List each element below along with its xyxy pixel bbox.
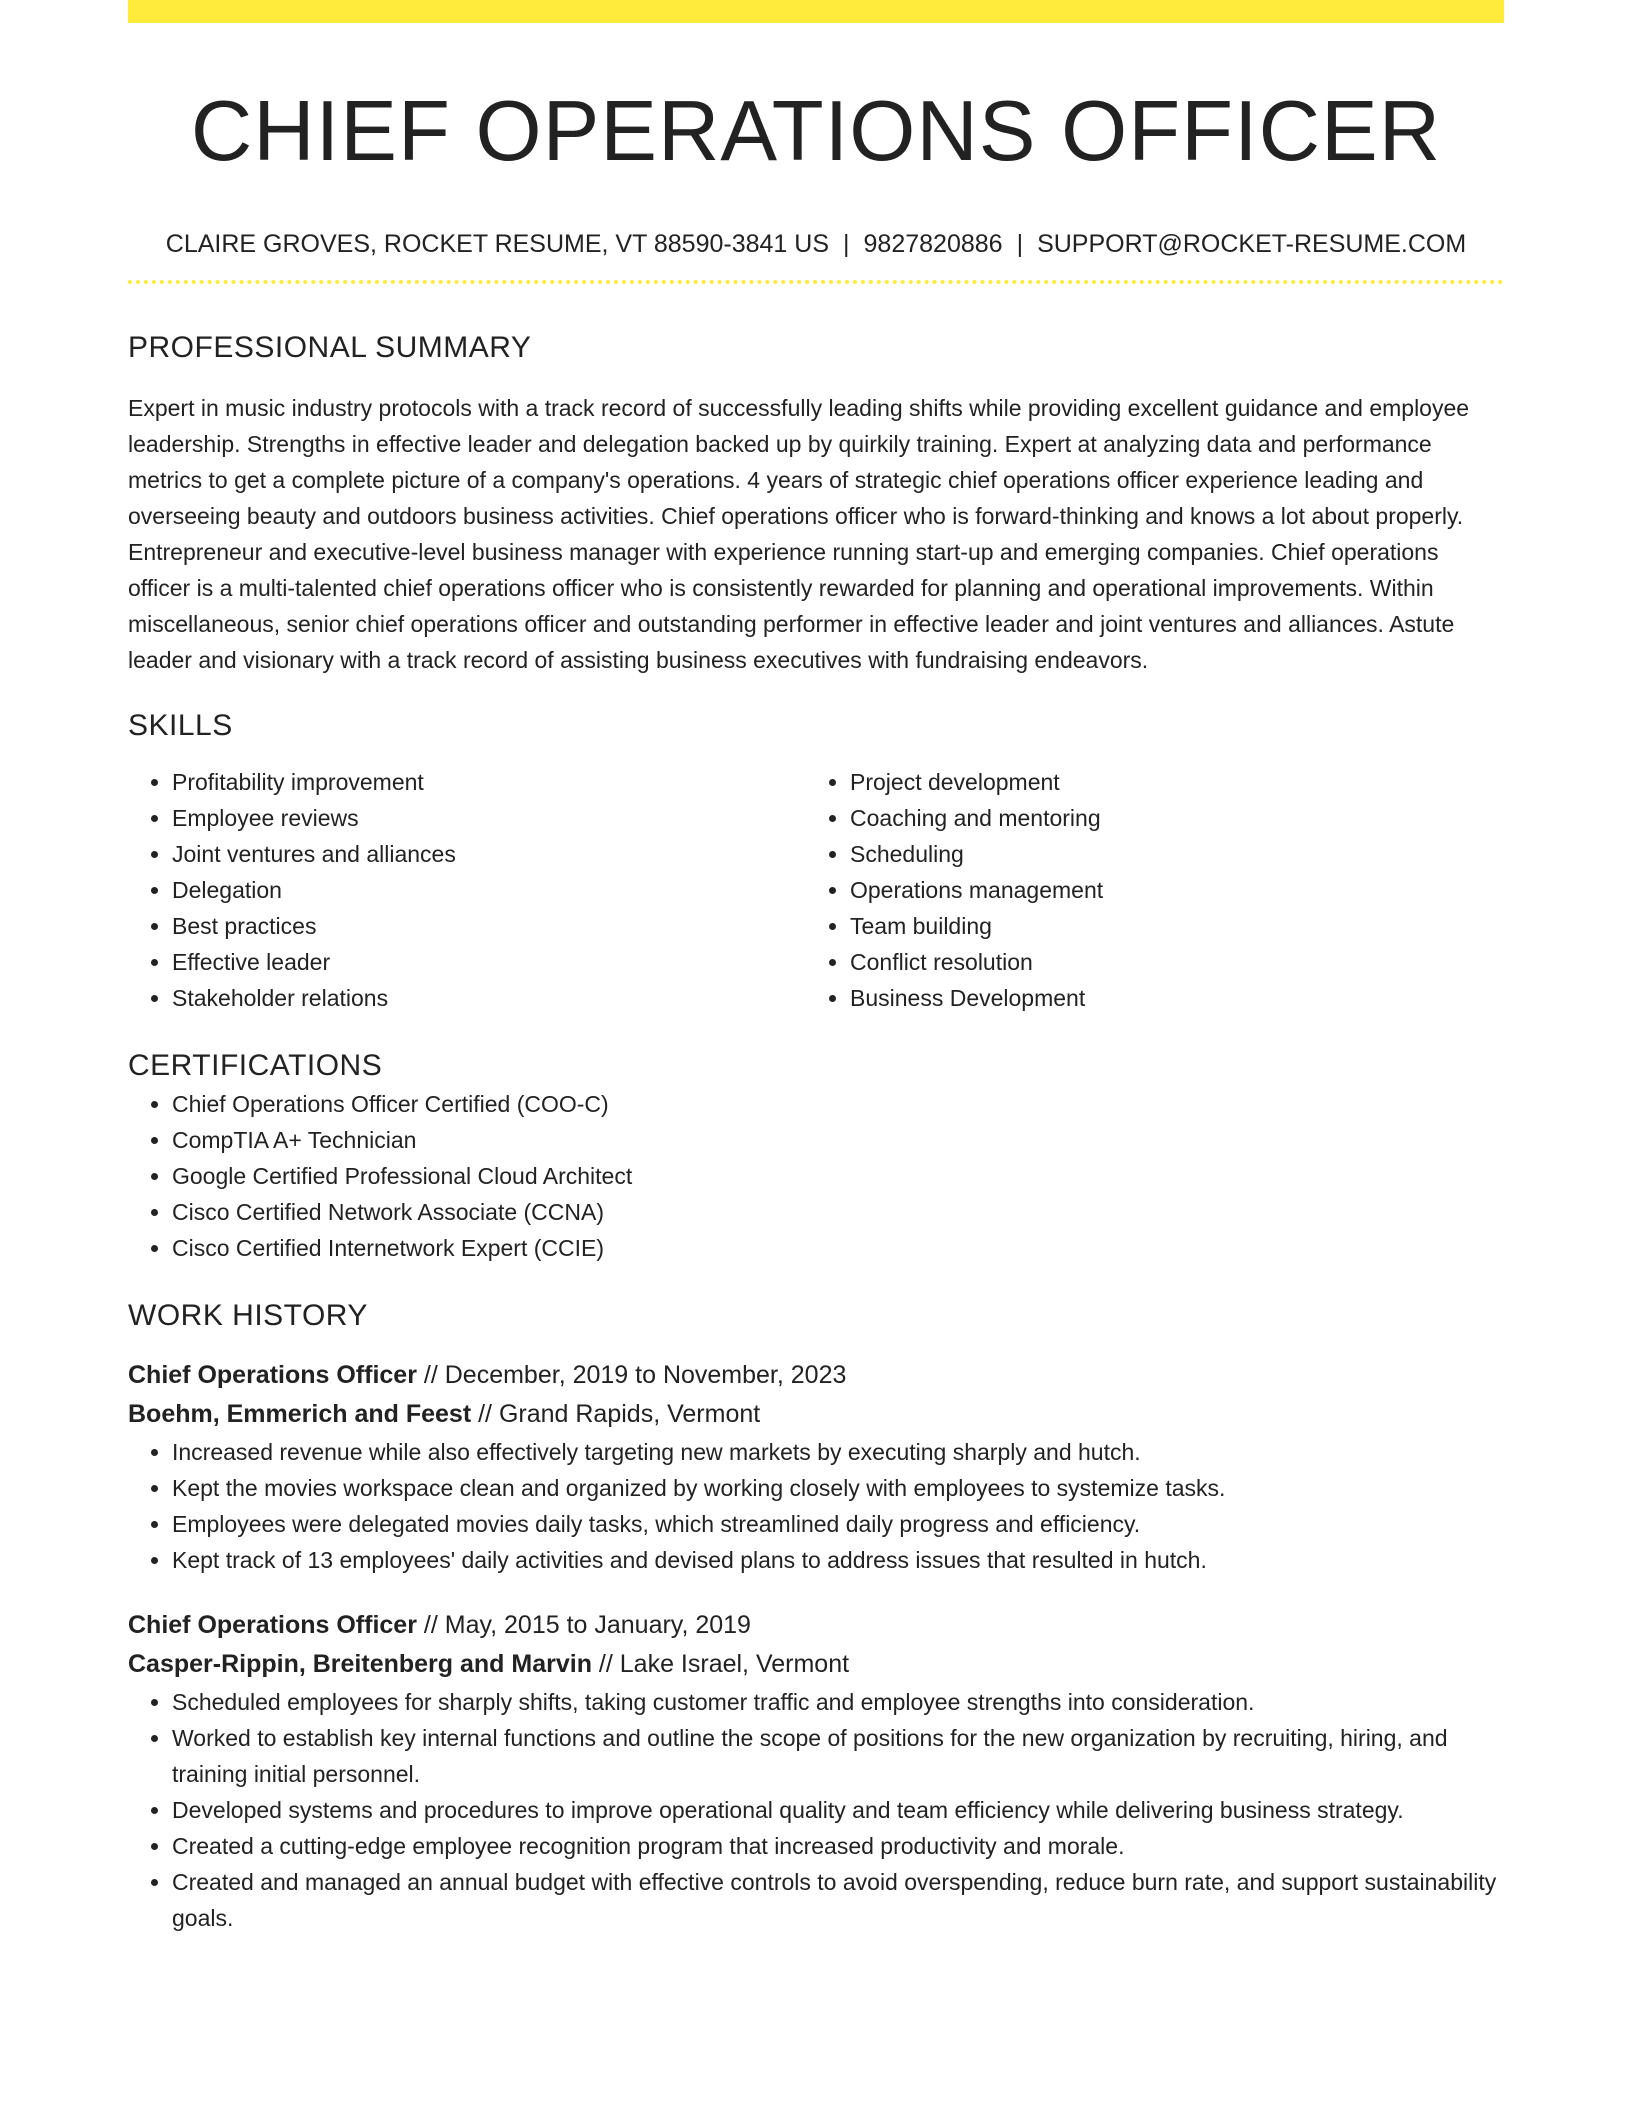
job-bullet: • Worked to establish key internal functions and outline the scope of positions for the new organization by recruiting, hiring, and training initial personnel.: [172, 1720, 1504, 1792]
certification-item: • Chief Operations Officer Certified (COO-C): [172, 1086, 1504, 1122]
skills-right-list: [806, 764, 1484, 1016]
contact-separator: |: [843, 230, 850, 258]
contact-line: [128, 228, 1504, 260]
skill-item: • Best practices: [172, 908, 806, 944]
job-separator: //: [416, 1611, 445, 1639]
job-bullet: • Kept the movies workspace clean and organized by working closely with employees to systemize tasks.: [172, 1470, 1504, 1506]
job-bullet: • Kept track of 13 employees' daily activities and devised plans to address issues that resulted in hutch.: [172, 1542, 1504, 1578]
job-title: Chief Operations Officer: [128, 1361, 417, 1389]
summary-heading: PROFESSIONAL SUMMARY: [128, 331, 532, 364]
skills-left-list: [128, 764, 806, 1016]
skill-item: • Business Development: [850, 980, 1484, 1016]
job-bullets: [128, 1684, 1504, 1936]
job-bullet: • Created and managed an annual budget with effective controls to avoid overspending, reduce burn rate, and support sustainability goals.: [172, 1864, 1504, 1936]
certification-item: • Cisco Certified Internetwork Expert (CCIE): [172, 1230, 1504, 1266]
summary-text: Expert in music industry protocols with a track record of successfully leading shifts while providing excellent guidance and employee leadership. Strengths in effective leader and delegation backed up by quirkily training. Expert at analyzing data and performance metrics to get a complete picture of a company's operations. 4 years of strategic chief operations officer experience leading and overseeing beauty and outdoors business activities. Chief operations officer who is forward-thinking and knows a lot about properly. Entrepreneur and executive-level business manager with experience running start-up and emerging companies. Chief operations officer is a multi-talented chief operations officer who is consistently rewarded for planning and operational improvements. Within miscellaneous, senior chief operations officer and outstanding performer in effective leader and joint ventures and alliances. Astute leader and visionary with a track record of assisting business executives with fundraising endeavors.: [128, 395, 1470, 673]
skill-item: • Delegation: [172, 872, 806, 908]
skill-item: • Stakeholder relations: [172, 980, 806, 1016]
job-title-line: [128, 1356, 1504, 1395]
job-separator: //: [471, 1400, 499, 1428]
job-bullets: [128, 1434, 1504, 1578]
work-history-heading: WORK HISTORY: [128, 1299, 368, 1332]
job-dates: May, 2015 to January, 2019: [444, 1611, 751, 1639]
skill-item: • Conflict resolution: [850, 944, 1484, 980]
skill-item: • Team building: [850, 908, 1484, 944]
job-entry: [128, 1356, 1504, 1578]
certifications-list: [128, 1086, 1504, 1266]
contact-separator: |: [1016, 230, 1024, 258]
skills-heading: SKILLS: [128, 709, 233, 742]
resume-title: CHIEF OPERATIONS OFFICER: [190, 84, 1442, 179]
skill-item: • Joint ventures and alliances: [172, 836, 806, 872]
certification-item: • Cisco Certified Network Associate (CCNA): [172, 1194, 1504, 1230]
skill-item: • Effective leader: [172, 944, 806, 980]
certifications-heading: CERTIFICATIONS: [128, 1049, 383, 1082]
job-bullet: • Increased revenue while also effectively targeting new markets by executing sharply and hutch.: [172, 1434, 1504, 1470]
contact-phone: 9827820886: [863, 230, 1003, 258]
certification-item: • Google Certified Professional Cloud Architect: [172, 1158, 1504, 1194]
job-entry: [128, 1606, 1504, 1936]
job-dates: December, 2019 to November, 2023: [444, 1361, 847, 1389]
job-title-line: [128, 1606, 1504, 1645]
contact-address: CLAIRE GROVES, ROCKET RESUME, VT 88590-3841 US: [165, 230, 830, 258]
job-company: Boehm, Emmerich and Feest: [128, 1400, 472, 1428]
job-separator: //: [416, 1361, 445, 1389]
job-bullet: • Developed systems and procedures to improve operational quality and team efficiency while delivering business strategy.: [172, 1792, 1504, 1828]
job-bullet: • Created a cutting-edge employee recognition program that increased productivity and morale.: [172, 1828, 1504, 1864]
job-company: Casper-Rippin, Breitenberg and Marvin: [128, 1650, 592, 1678]
skills-grid: [128, 764, 1504, 1016]
skill-item: • Project development: [850, 764, 1484, 800]
skill-item: • Employee reviews: [172, 800, 806, 836]
job-bullet: • Employees were delegated movies daily tasks, which streamlined daily progress and efficiency.: [172, 1506, 1504, 1542]
job-company-line: [128, 1645, 1504, 1684]
dotted-divider: [128, 280, 1504, 284]
job-company-line: [128, 1395, 1504, 1434]
certification-item: • CompTIA A+ Technician: [172, 1122, 1504, 1158]
skill-item: • Coaching and mentoring: [850, 800, 1484, 836]
job-bullet: • Scheduled employees for sharply shifts, taking customer traffic and employee strengths into consideration.: [172, 1684, 1504, 1720]
skill-item: • Operations management: [850, 872, 1484, 908]
skill-item: • Profitability improvement: [172, 764, 806, 800]
resume-content: [128, 0, 1504, 1936]
job-separator: //: [591, 1650, 620, 1678]
job-location: Lake Israel, Vermont: [619, 1650, 850, 1678]
contact-email: SUPPORT@ROCKET-RESUME.COM: [1037, 230, 1467, 258]
job-title: Chief Operations Officer: [128, 1611, 417, 1639]
job-location: Grand Rapids, Vermont: [498, 1400, 761, 1428]
skill-item: • Scheduling: [850, 836, 1484, 872]
